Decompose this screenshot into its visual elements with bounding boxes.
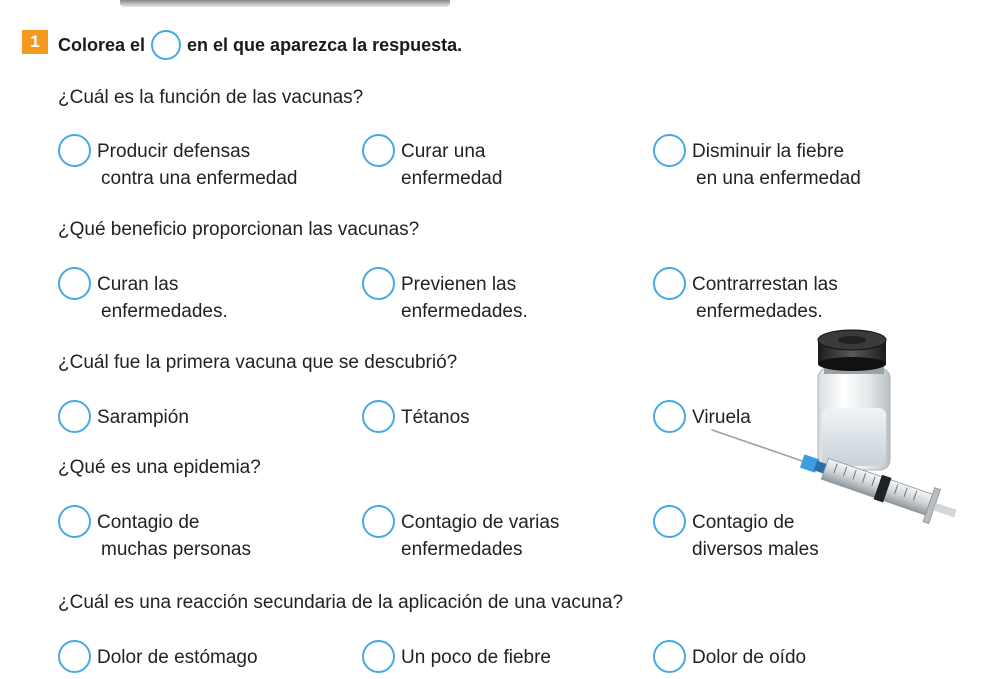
option-5-1[interactable] (58, 644, 258, 673)
option-label: Dolor de estómago (97, 647, 258, 668)
option-label: enfermedad (401, 168, 503, 189)
instruction-text-before: Colorea el (58, 34, 146, 55)
option-3-2[interactable] (362, 404, 470, 433)
answer-circle[interactable] (653, 640, 686, 673)
option-label: Contrarrestan las (692, 274, 838, 295)
answer-circle[interactable] (362, 134, 395, 167)
option-label: contra una enfermedad (101, 168, 298, 189)
option-label: Contagio de (97, 512, 200, 533)
exercise-instruction (58, 30, 462, 60)
answer-circle[interactable] (362, 400, 395, 433)
option-label: Contagio de (692, 512, 795, 533)
vial-icon (818, 330, 890, 470)
top-decorative-bar (120, 0, 450, 7)
exercise-number-badge: 1 (22, 30, 48, 54)
option-1-1[interactable] (58, 138, 297, 192)
option-4-1[interactable] (58, 509, 251, 563)
option-3-1[interactable] (58, 404, 189, 433)
question-1: ¿Cuál es la función de las vacunas? (58, 87, 364, 108)
answer-circle[interactable] (362, 505, 395, 538)
option-5-2[interactable] (362, 644, 551, 673)
option-label: en una enfermedad (696, 168, 861, 189)
option-label: Curan las (97, 274, 179, 295)
answer-circle[interactable] (58, 400, 91, 433)
question-3: ¿Cuál fue la primera vacuna que se descubrió? (58, 352, 458, 373)
vaccine-illustration (700, 328, 960, 558)
option-2-2[interactable] (362, 271, 528, 325)
answer-circle[interactable] (58, 134, 91, 167)
answer-circle[interactable] (58, 505, 91, 538)
option-label: Contagio de varias (401, 512, 560, 533)
answer-circle[interactable] (653, 134, 686, 167)
answer-circle[interactable] (58, 640, 91, 673)
option-2-3[interactable] (653, 271, 838, 325)
question-4: ¿Qué es una epidemia? (58, 457, 261, 478)
option-label: Viruela (692, 407, 751, 428)
option-5-3[interactable] (653, 644, 806, 673)
option-label: muchas personas (101, 539, 251, 560)
question-2: ¿Qué beneficio proporcionan las vacunas? (58, 219, 420, 240)
option-label: diversos males (692, 539, 819, 560)
option-label: enfermedades. (101, 301, 228, 322)
option-label: Sarampión (97, 407, 189, 428)
answer-circle[interactable] (362, 640, 395, 673)
option-1-2[interactable] (362, 138, 502, 192)
option-label: Un poco de fiebre (401, 647, 551, 668)
instruction-text-after: en el que aparezca la respuesta. (187, 34, 463, 55)
option-1-3[interactable] (653, 138, 861, 192)
answer-circle[interactable] (653, 505, 686, 538)
answer-circle[interactable] (653, 400, 686, 433)
option-label: Producir defensas (97, 141, 251, 162)
instruction-circle-icon (151, 30, 181, 60)
option-4-2[interactable] (362, 509, 559, 563)
option-label: Tétanos (401, 407, 470, 428)
option-label: enfermedades. (401, 301, 528, 322)
option-2-1[interactable] (58, 271, 228, 325)
answer-circle[interactable] (362, 267, 395, 300)
option-label: Previenen las (401, 274, 517, 295)
option-label: enfermedades. (696, 301, 823, 322)
option-label: Curar una (401, 141, 486, 162)
answer-circle[interactable] (653, 267, 686, 300)
option-label: Dolor de oído (692, 647, 807, 668)
question-5: ¿Cuál es una reacción secundaria de la aplicación de una vacuna? (58, 592, 624, 613)
answer-circle[interactable] (58, 267, 91, 300)
option-label: Disminuir la fiebre (692, 141, 845, 162)
option-label: enfermedades (401, 539, 523, 560)
